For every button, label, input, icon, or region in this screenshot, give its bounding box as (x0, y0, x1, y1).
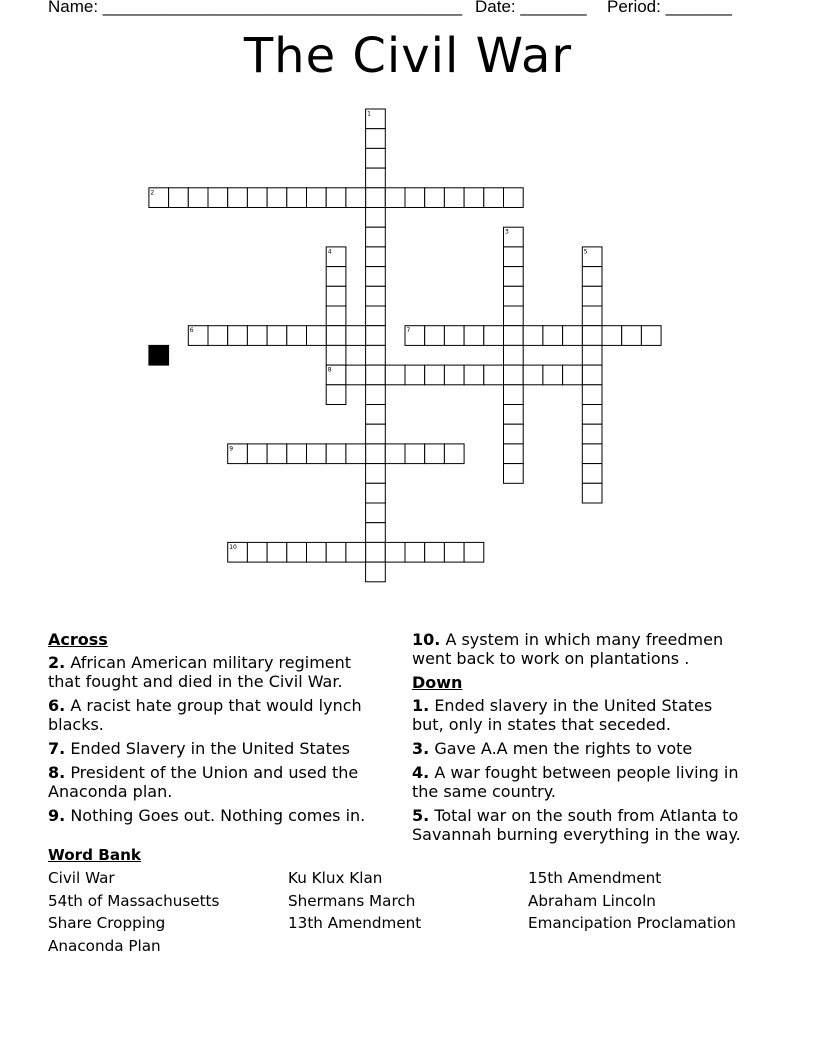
grid-cell[interactable] (582, 267, 602, 287)
grid-cell[interactable] (247, 326, 267, 346)
grid-cell[interactable] (366, 286, 386, 306)
grid-cell[interactable] (543, 326, 563, 346)
clue-across-6: 6. A racist hate group that would lynch blacks. (48, 696, 362, 734)
grid-cell[interactable] (366, 208, 386, 228)
grid-cell[interactable] (287, 444, 307, 464)
grid-cell[interactable] (267, 326, 287, 346)
grid-cell[interactable] (326, 365, 346, 385)
across-clues (48, 630, 378, 830)
grid-cell[interactable] (366, 405, 386, 425)
grid-cell[interactable] (504, 286, 524, 306)
date-field[interactable]: Date: _______ (475, 0, 587, 16)
grid-cell[interactable] (582, 365, 602, 385)
grid-cell[interactable] (366, 483, 386, 503)
grid-cell[interactable] (484, 365, 504, 385)
clue-number-3: 3 (505, 228, 509, 236)
clue-number-4: 4 (327, 248, 332, 256)
grid-cell[interactable] (523, 326, 543, 346)
grid-cell[interactable] (366, 306, 386, 326)
grid-cell[interactable] (504, 405, 524, 425)
grid-cell[interactable] (366, 109, 386, 129)
grid-cell[interactable] (169, 188, 189, 208)
grid-cell[interactable] (366, 424, 386, 444)
grid-cell[interactable] (425, 542, 445, 562)
grid-cell[interactable] (366, 365, 386, 385)
grid-cell[interactable] (228, 542, 248, 562)
grid-cell[interactable] (346, 542, 366, 562)
grid-cell[interactable] (582, 385, 602, 405)
grid-cell[interactable] (366, 444, 386, 464)
word-bank-item: Abraham Lincoln (528, 891, 656, 910)
word-bank-item: Anaconda Plan (48, 936, 161, 955)
grid-cell[interactable] (346, 444, 366, 464)
grid-cell[interactable] (563, 365, 583, 385)
clue-number-1: 1 (367, 110, 371, 118)
grid-cell[interactable] (287, 542, 307, 562)
grid-cell[interactable] (504, 306, 524, 326)
grid-cell[interactable] (346, 365, 366, 385)
grid-cell[interactable] (366, 523, 386, 543)
grid-cell[interactable] (366, 464, 386, 484)
grid-cell[interactable] (602, 326, 622, 346)
grid-cell[interactable] (326, 385, 346, 405)
word-bank-item: 15th Amendment (528, 869, 662, 887)
grid-cell[interactable] (484, 188, 504, 208)
grid-cell[interactable] (622, 326, 642, 346)
grid-cell[interactable] (582, 247, 602, 267)
clue-number-6: 6 (189, 327, 194, 335)
clue-number-10: 10 (229, 543, 237, 551)
grid-cell[interactable] (444, 365, 464, 385)
grid-cell[interactable] (307, 444, 327, 464)
grid-cell[interactable] (523, 365, 543, 385)
grid-cell[interactable] (208, 326, 228, 346)
grid-cell[interactable] (326, 326, 346, 346)
clue-across-2: 2. African American military regiment that fought and died in the Civil War. (48, 653, 352, 691)
grid-cell[interactable] (582, 483, 602, 503)
across-title: Across (48, 630, 108, 649)
grid-cell[interactable] (366, 562, 386, 582)
clue-number-8: 8 (327, 366, 332, 374)
grid-cell[interactable] (326, 286, 346, 306)
page-title: The Civil War (243, 28, 573, 84)
grid-cell[interactable] (366, 345, 386, 365)
grid-cell[interactable] (444, 444, 464, 464)
grid-cell[interactable] (208, 188, 228, 208)
word-bank-item: Shermans March (288, 891, 416, 910)
grid-cell[interactable] (582, 444, 602, 464)
grid-cell[interactable] (504, 444, 524, 464)
grid-cell[interactable] (385, 188, 405, 208)
grid-cell[interactable] (326, 247, 346, 267)
grid-cell[interactable] (366, 503, 386, 523)
grid-cell[interactable] (385, 444, 405, 464)
grid-cell[interactable] (582, 286, 602, 306)
word-bank-item: Ku Klux Klan (288, 869, 383, 887)
grid-cell[interactable] (563, 326, 583, 346)
word-bank-column-1 (48, 867, 219, 957)
grid-cell[interactable] (444, 188, 464, 208)
word-bank-item: Emancipation Proclamation (528, 914, 736, 932)
grid-cell[interactable] (464, 188, 484, 208)
grid-cell[interactable] (366, 148, 386, 168)
grid-cell[interactable] (641, 326, 661, 346)
grid-cell[interactable] (228, 444, 248, 464)
clue-down-4: 4. A war fought between people living in the same country. (412, 763, 739, 801)
clue-number-7: 7 (406, 327, 411, 335)
clue-down-5: 5. Total war on the south from Atlanta to Savannah burning everything in the way. (412, 806, 741, 844)
grid-cell[interactable] (366, 188, 386, 208)
clue-number-2: 2 (150, 189, 155, 197)
grid-cell[interactable] (425, 444, 445, 464)
word-bank-item: Civil War (48, 869, 115, 887)
grid-cell[interactable] (247, 542, 267, 562)
grid-cell[interactable] (504, 424, 524, 444)
grid-cell[interactable] (582, 345, 602, 365)
grid-cell[interactable] (504, 385, 524, 405)
grid-cell[interactable] (582, 464, 602, 484)
grid-cell[interactable] (444, 542, 464, 562)
word-bank-item: Share Cropping (48, 914, 166, 932)
clue-across-9: 9. Nothing Goes out. Nothing comes in. (48, 806, 366, 825)
grid-cell[interactable] (307, 188, 327, 208)
grid-cell[interactable] (405, 444, 425, 464)
clue-across-7: 7. Ended Slavery in the United States (48, 739, 351, 758)
grid-cell[interactable] (385, 365, 405, 385)
clue-down-1: 1. Ended slavery in the United States but, only in states that seceded. (412, 696, 713, 734)
grid-cell[interactable] (504, 365, 524, 385)
word-bank-title: Word Bank (48, 846, 142, 864)
word-bank-item: 13th Amendment (288, 914, 422, 932)
grid-cell[interactable] (326, 267, 346, 287)
grid-cell[interactable] (366, 385, 386, 405)
word-bank-item: 54th of Massachusetts (48, 891, 220, 910)
grid-cell[interactable] (287, 188, 307, 208)
grid-cell[interactable] (307, 542, 327, 562)
grid-cell[interactable] (504, 188, 524, 208)
grid-cell[interactable] (504, 345, 524, 365)
grid-cell[interactable] (366, 247, 386, 267)
grid-cell[interactable] (267, 188, 287, 208)
grid-cell[interactable] (267, 542, 287, 562)
grid-cell[interactable] (405, 326, 425, 346)
grid-cell[interactable] (366, 129, 386, 149)
clue-number-9: 9 (229, 445, 234, 453)
grid-cell[interactable] (326, 345, 346, 365)
grid-cell[interactable] (504, 267, 524, 287)
grid-cell[interactable] (385, 542, 405, 562)
grid-cell[interactable] (149, 188, 169, 208)
across-list-a (48, 653, 378, 825)
grid-cell[interactable] (307, 326, 327, 346)
grid-cell[interactable] (405, 365, 425, 385)
clue-down-3: 3. Gave A.A men the rights to vote (412, 739, 693, 758)
grid-cell[interactable] (504, 464, 524, 484)
grid-cell[interactable] (228, 326, 248, 346)
right-clues (412, 630, 742, 849)
grid-cell[interactable] (504, 247, 524, 267)
grid-cell[interactable] (504, 227, 524, 247)
grid-cell[interactable] (464, 542, 484, 562)
grid-cell[interactable] (346, 188, 366, 208)
grid-cell[interactable] (267, 444, 287, 464)
grid-cell[interactable] (247, 188, 267, 208)
grid-cell[interactable] (425, 365, 445, 385)
grid-cell[interactable] (425, 188, 445, 208)
down-title: Down (412, 673, 463, 692)
grid-cell[interactable] (326, 188, 346, 208)
word-bank-column-2 (288, 867, 421, 935)
grid-cell[interactable] (326, 444, 346, 464)
name-field[interactable]: Name: ______________________________________ (48, 0, 463, 16)
grid-cell[interactable] (326, 306, 346, 326)
grid-cell[interactable] (582, 424, 602, 444)
grid-cell[interactable] (366, 168, 386, 188)
grid-cell[interactable] (326, 542, 346, 562)
word-bank-column-3 (528, 867, 736, 935)
clue-number-5: 5 (583, 248, 588, 256)
grid-cell[interactable] (188, 326, 208, 346)
grid-cell[interactable] (444, 326, 464, 346)
grid-cell[interactable] (464, 326, 484, 346)
black-cell (149, 345, 169, 365)
grid-cell[interactable] (425, 326, 445, 346)
grid-cell[interactable] (366, 326, 386, 346)
clue-across-10: 10. A system in which many freedmen went back to work on plantations . (412, 630, 724, 668)
grid-cell[interactable] (287, 326, 307, 346)
grid-cell[interactable] (582, 326, 602, 346)
grid-cell[interactable] (464, 365, 484, 385)
grid-cell[interactable] (582, 405, 602, 425)
grid-cell[interactable] (484, 326, 504, 346)
grid-cell[interactable] (366, 227, 386, 247)
grid-cell[interactable] (247, 444, 267, 464)
grid-cell[interactable] (228, 188, 248, 208)
grid-cell[interactable] (405, 188, 425, 208)
grid-cell[interactable] (188, 188, 208, 208)
grid-cell[interactable] (366, 542, 386, 562)
grid-cell[interactable] (405, 542, 425, 562)
period-field[interactable]: Period: _______ (607, 0, 732, 16)
grid-cell[interactable] (504, 326, 524, 346)
grid-cell[interactable] (366, 267, 386, 287)
grid-cell[interactable] (346, 326, 366, 346)
grid-cell[interactable] (582, 306, 602, 326)
grid-cell[interactable] (543, 365, 563, 385)
clue-across-8: 8. President of the Union and used the Anaconda plan. (48, 763, 359, 801)
